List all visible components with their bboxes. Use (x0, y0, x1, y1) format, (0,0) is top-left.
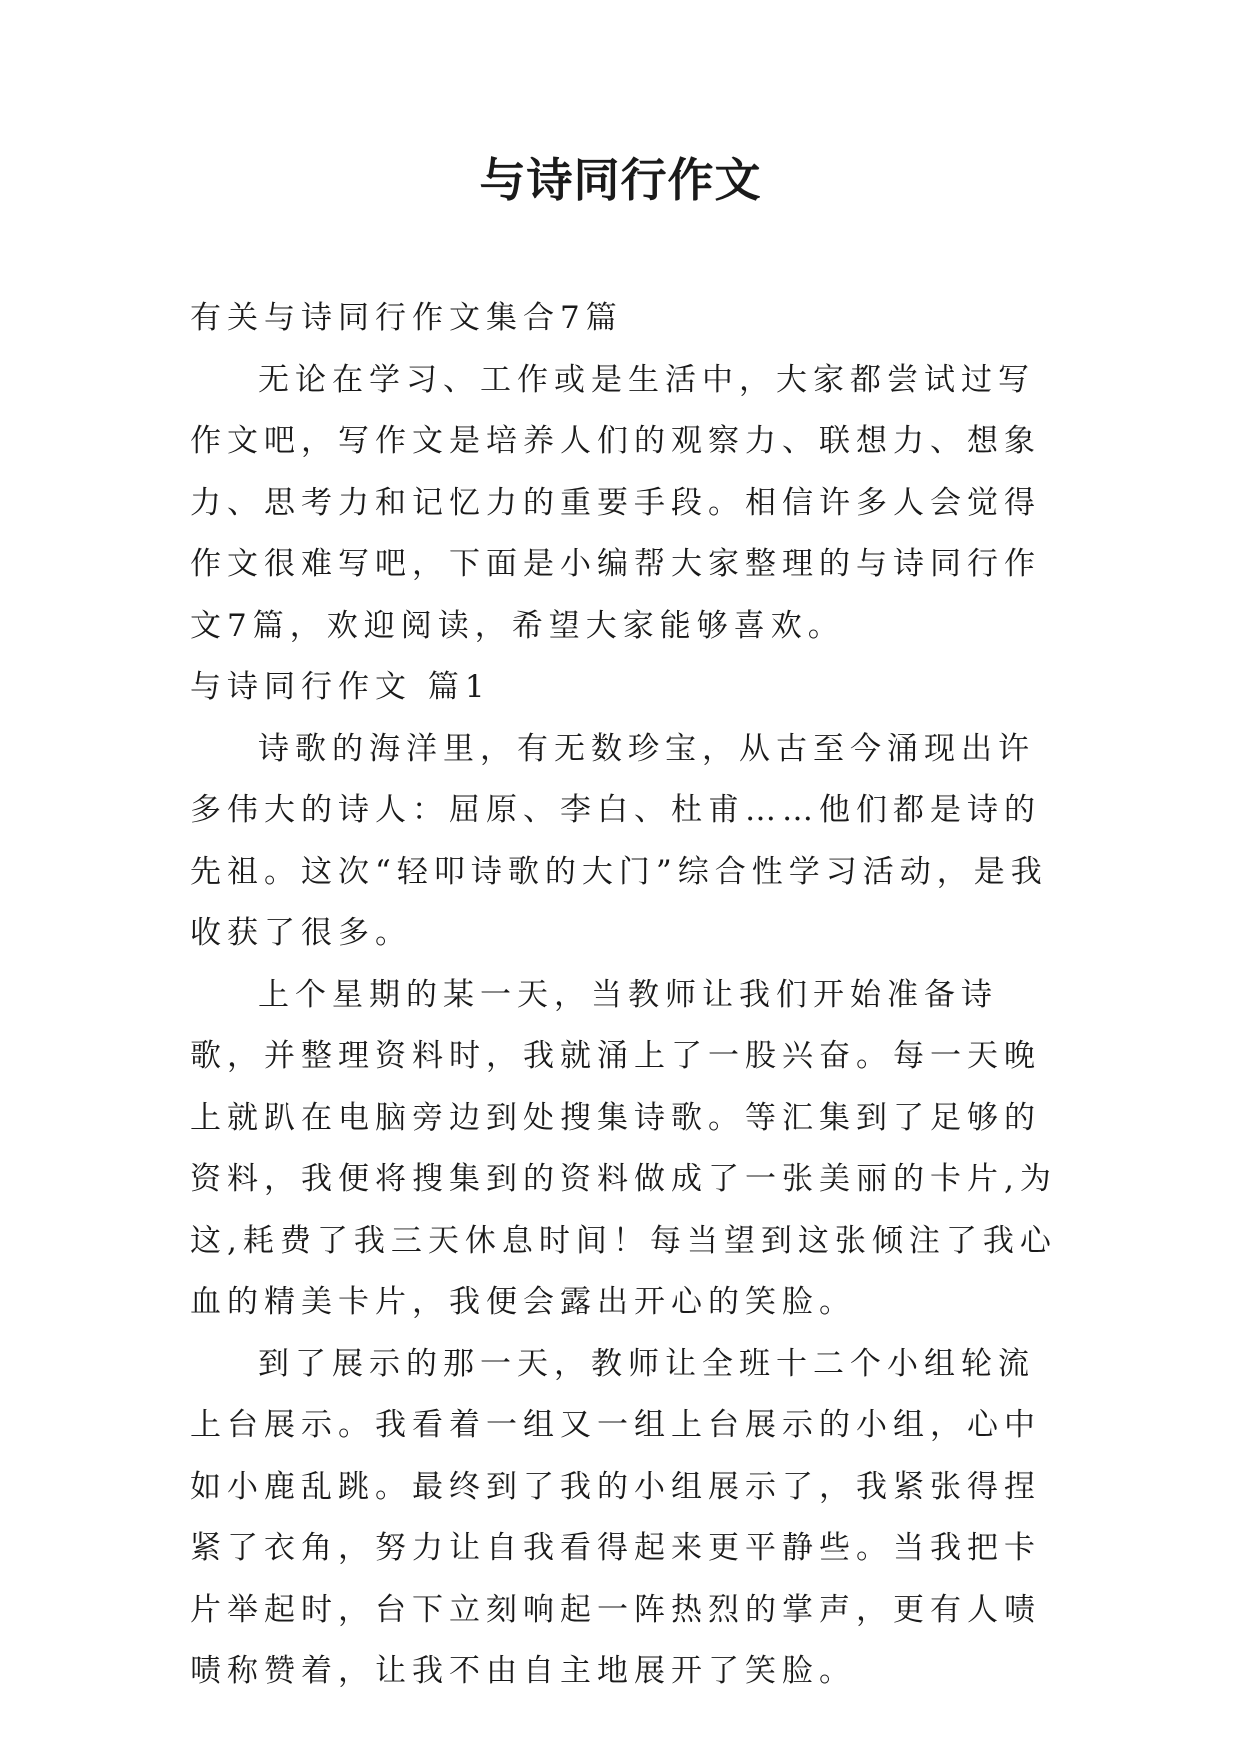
intro-heading: 有关与诗同行作文集合7篇 (190, 300, 623, 336)
document-body (190, 288, 1070, 1703)
body-paragraph: 诗歌的海洋里，有无数珍宝，从古至今涌现出许多伟大的诗人：屈原、李白、杜甫……他们都是诗的先祖。这次“轻叩诗歌的大门”综合性学习活动，是我收获了很多。 (190, 730, 1048, 951)
intro-paragraph: 无论在学习、工作或是生活中，大家都尝试过写作文吧，写作文是培养人们的观察力、联想力、想象力、思考力和记忆力的重要手段。相信许多人会觉得作文很难写吧，下面是小编帮大家整理的与诗同行作文7篇，欢迎阅读，希望大家能够喜欢。 (190, 361, 1041, 644)
section-heading-1: 与诗同行作文 篇1 (190, 669, 491, 705)
document-title: 与诗同行作文 (479, 153, 762, 207)
body-paragraph: 上个星期的某一天，当教师让我们开始准备诗歌，并整理资料时，我就涌上了一股兴奋。每一天晚上就趴在电脑旁边到处搜集诗歌。等汇集到了足够的资料，我便将搜集到的资料做成了一张美丽的卡片,为这,耗费了我三天休息时间！每当望到这张倾注了我心血的精美卡片，我便会露出开心的笑脸。 (190, 976, 1057, 1320)
body-paragraph: 到了展示的那一天，教师让全班十二个小组轮流上台展示。我看着一组又一组上台展示的小组，心中如小鹿乱跳。最终到了我的小组展示了，我紧张得捏紧了衣角，努力让自我看得起来更平静些。当我把卡片举起时，台下立刻响起一阵热烈的掌声，更有人啧啧称赞着，让我不由自主地展开了笑脸。 (190, 1345, 1041, 1689)
